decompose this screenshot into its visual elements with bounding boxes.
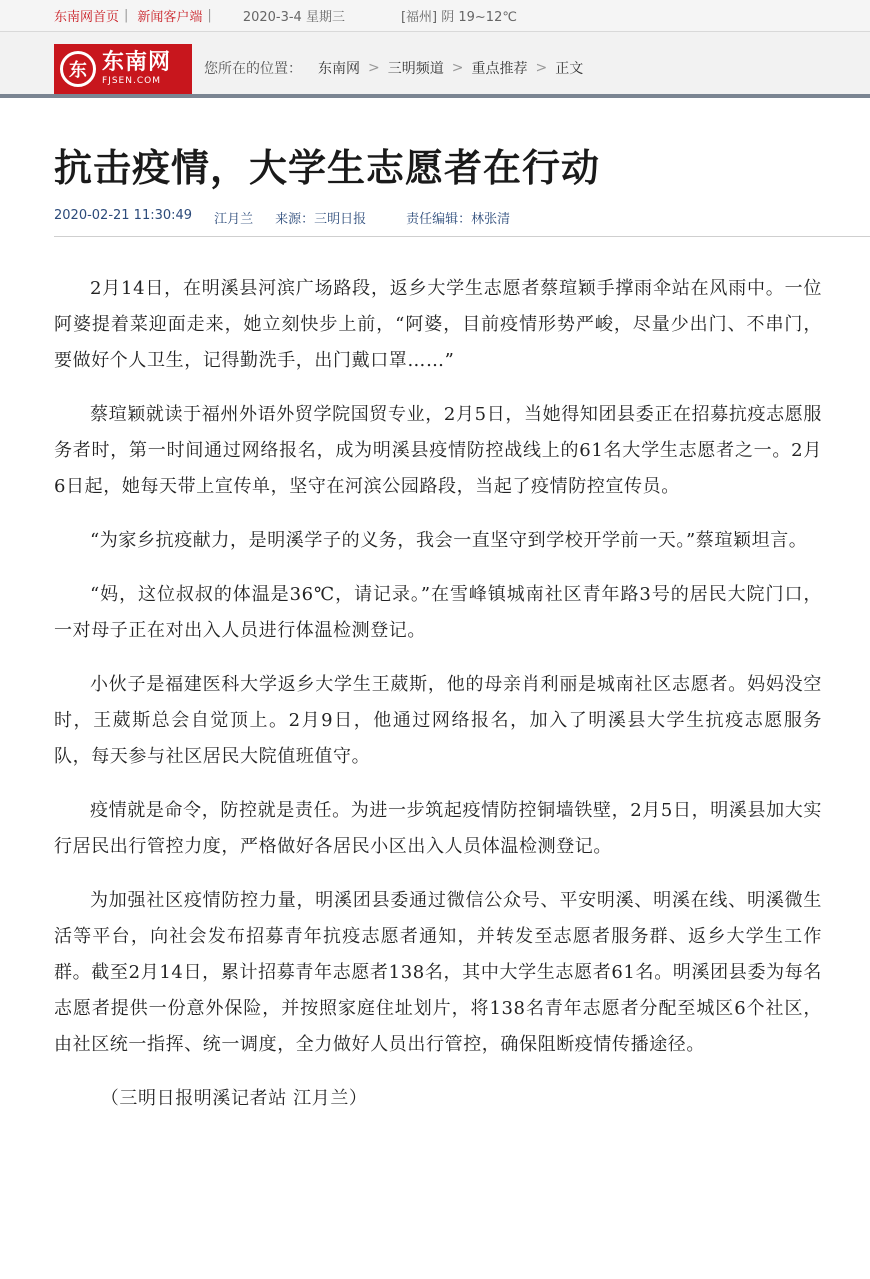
chevron-right-icon: > (535, 60, 548, 76)
article (0, 146, 870, 1117)
article-meta (54, 208, 870, 237)
separator: | (207, 8, 212, 23)
breadcrumb-item-home[interactable]: 东南网 (318, 61, 360, 77)
breadcrumb-item-featured[interactable]: 重点推荐 (471, 61, 528, 77)
chevron-right-icon: > (451, 60, 464, 76)
paragraph: 2月14日，在明溪县河滨广场路段，返乡大学生志愿者蔡瑄颖手撑雨伞站在风雨中。一位阿婆提着菜迎面走来，她立刻快步上前，“阿婆，目前疫情形势严峻，尽量少出门、不串门，要做好个人卫生，记得勤洗手，出门戴口罩……” (54, 277, 822, 371)
logo-text-cn: 东南网 (102, 50, 172, 75)
paragraph: 为加强社区疫情防控力量，明溪团县委通过微信公众号、平安明溪、明溪在线、明溪微生活等平台，向社会发布招募青年抗疫志愿者通知，并转发至志愿者服务群、返乡大学生工作群。截至2月14日，累计招募青年志愿者138名，其中大学生志愿者61名。明溪团县委为每名志愿者提供一份意外保险，并按照家庭住址划片，将138名青年志愿者分配至城区6个社区，由社区统一指挥、统一调度，全力做好人员出行管控，确保阻断疫情传播途径。 (54, 889, 822, 1055)
breadcrumb-item-current: 正文 (555, 61, 584, 77)
weather-info: [福州] 阴 19~12℃ (400, 10, 517, 25)
breadcrumb (204, 58, 583, 78)
site-header (0, 32, 870, 98)
publish-datetime: 2020-02-21 11:30:49 (54, 207, 193, 223)
separator: | (124, 8, 129, 23)
paragraph: 蔡瑄颖就读于福州外语外贸学院国贸专业，2月5日，当她得知团县委正在招募抗疫志愿服务者时，第一时间通过网络报名，成为明溪县疫情防控战线上的61名大学生志愿者之一。2月6日起，她每天带上宣传单，坚守在河滨公园路段，当起了疫情防控宣传员。 (54, 403, 822, 497)
article-body (54, 271, 822, 1117)
article-signature: （三明日报明溪记者站 江月兰） (100, 1087, 368, 1109)
breadcrumb-label: 您所在的位置： (204, 61, 302, 77)
paragraph: “妈，这位叔叔的体温是36℃，请记录。”在雪峰镇城南社区青年路3号的居民大院门口，一对母子正在对出入人员进行体温检测登记。 (54, 583, 822, 641)
article-source: 来源：三明日报 (275, 211, 367, 227)
paragraph: 疫情就是命令，防控就是责任。为进一步筑起疫情防控铜墙铁壁，2月5日，明溪县加大实行居民出行管控力度，严格做好各居民小区出入人员体温检测登记。 (54, 799, 822, 857)
paragraph: 小伙子是福建医科大学返乡大学生王葳斯，他的母亲肖利丽是城南社区志愿者。妈妈没空时，王葳斯总会自觉顶上。2月9日，他通过网络报名，加入了明溪县大学生抗疫志愿服务队，每天参与社区居民大院值班值守。 (54, 673, 822, 767)
home-link[interactable]: 东南网首页 (54, 10, 120, 25)
logo-mark-icon: 东 (60, 51, 96, 87)
article-editor: 责任编辑：林张清 (406, 211, 511, 227)
client-link[interactable]: 新闻客户端 (137, 10, 203, 25)
site-logo[interactable] (54, 44, 192, 94)
breadcrumb-item-channel[interactable]: 三明频道 (387, 61, 444, 77)
top-bar (0, 0, 870, 32)
logo-text-en: FJSEN.COM (102, 76, 161, 86)
paragraph: “为家乡抗疫献力，是明溪学子的义务，我会一直坚守到学校开学前一天。”蔡瑄颖坦言。 (90, 529, 808, 551)
current-date: 2020-3-4 星期三 (242, 10, 345, 25)
article-author: 江月兰 (214, 211, 254, 227)
article-title: 抗击疫情，大学生志愿者在行动 (54, 146, 601, 190)
chevron-right-icon: > (368, 60, 380, 76)
